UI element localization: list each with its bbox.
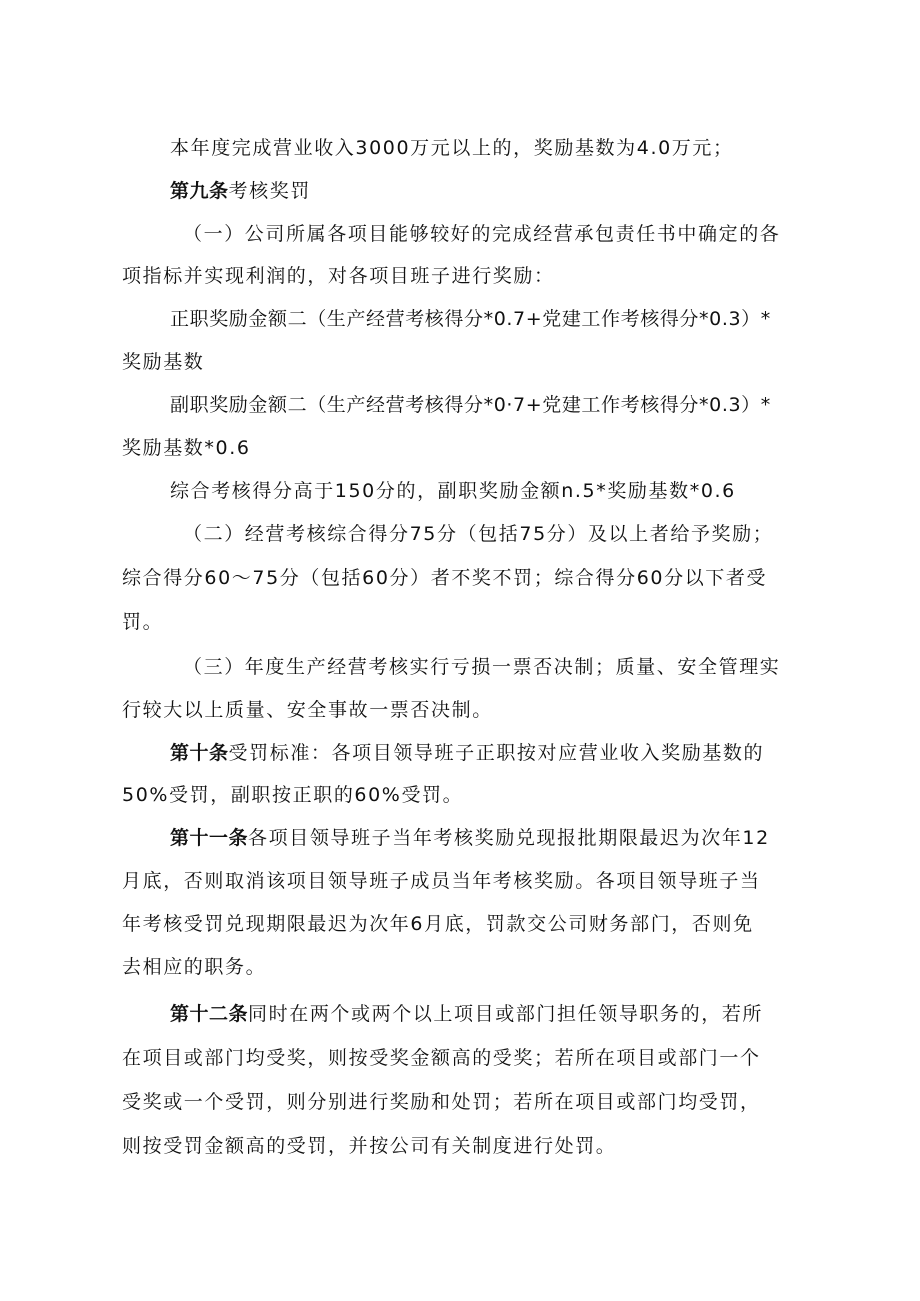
article-heading: 第十一条各项目领导班子当年考核奖励兑现报批期限最迟为次年12 xyxy=(170,827,770,849)
text-line: 月底，否则取消该项目领导班子成员当年考核奖励。各项目领导班子当 xyxy=(122,870,761,892)
article-heading: 第九条考核奖罚 xyxy=(170,180,311,202)
article-number: 第十二条 xyxy=(170,1003,249,1025)
text-line: 年考核受罚兑现期限最迟为次年6月底，罚款交公司财务部门，否则免 xyxy=(122,913,754,935)
text-line: 在项目或部门均受奖，则按受奖金额高的受奖；若所在项目或部门一个 xyxy=(122,1047,761,1069)
formula-line: 正职奖励金额二（生产经营考核得分*0.7+党建工作考核得分*0.3）* xyxy=(170,308,771,330)
article-number: 第九条 xyxy=(170,180,229,202)
text-line: 罚。 xyxy=(122,611,164,633)
text-line: 综合得分60〜75分（包括60分）者不奖不罚；综合得分60分以下者受 xyxy=(122,567,768,589)
text-line: （一）公司所属各项目能够较好的完成经营承包责任书中确定的各 xyxy=(183,223,781,245)
text-line: 受奖或一个受罚，则分别进行奖励和处罚；若所在项目或部门均受罚， xyxy=(122,1091,761,1113)
text-line: 则按受罚金额高的受罚，并按公司有关制度进行处罚。 xyxy=(122,1135,617,1157)
text-line: 本年度完成营业收入3000万元以上的，奖励基数为4.0万元； xyxy=(170,137,734,159)
article-heading: 第十二条同时在两个或两个以上项目或部门担任领导职务的，若所 xyxy=(170,1003,764,1025)
text-line: （二）经营考核综合得分75分（包括75分）及以上者给予奖励； xyxy=(183,523,774,545)
article-heading: 第十条受罚标准：各项目领导班子正职按对应营业收入奖励基数的 xyxy=(170,742,765,764)
text-line: 去相应的职务。 xyxy=(122,956,267,978)
text-line: （三）年度生产经营考核实行亏损一票否决制；质量、安全管理实 xyxy=(183,656,781,678)
formula-line: 副职奖励金额二（生产经营考核得分*0·7+党建工作考核得分*0.3）* xyxy=(170,394,771,416)
text-line: 50%受罚，副职按正职的60%受罚。 xyxy=(122,784,464,806)
text-line: 奖励基数 xyxy=(122,351,205,373)
article-number: 第十一条 xyxy=(170,827,249,849)
text-line: 项指标并实现利润的，对各项目班子进行奖励： xyxy=(122,265,555,287)
text-line: 综合考核得分高于150分的，副职奖励金额n.5*奖励基数*0.6 xyxy=(170,480,736,502)
text-line: 行较大以上质量、安全事故一票否决制。 xyxy=(122,699,493,721)
text-line: 奖励基数*0.6 xyxy=(122,437,251,459)
article-number: 第十条 xyxy=(170,742,229,764)
